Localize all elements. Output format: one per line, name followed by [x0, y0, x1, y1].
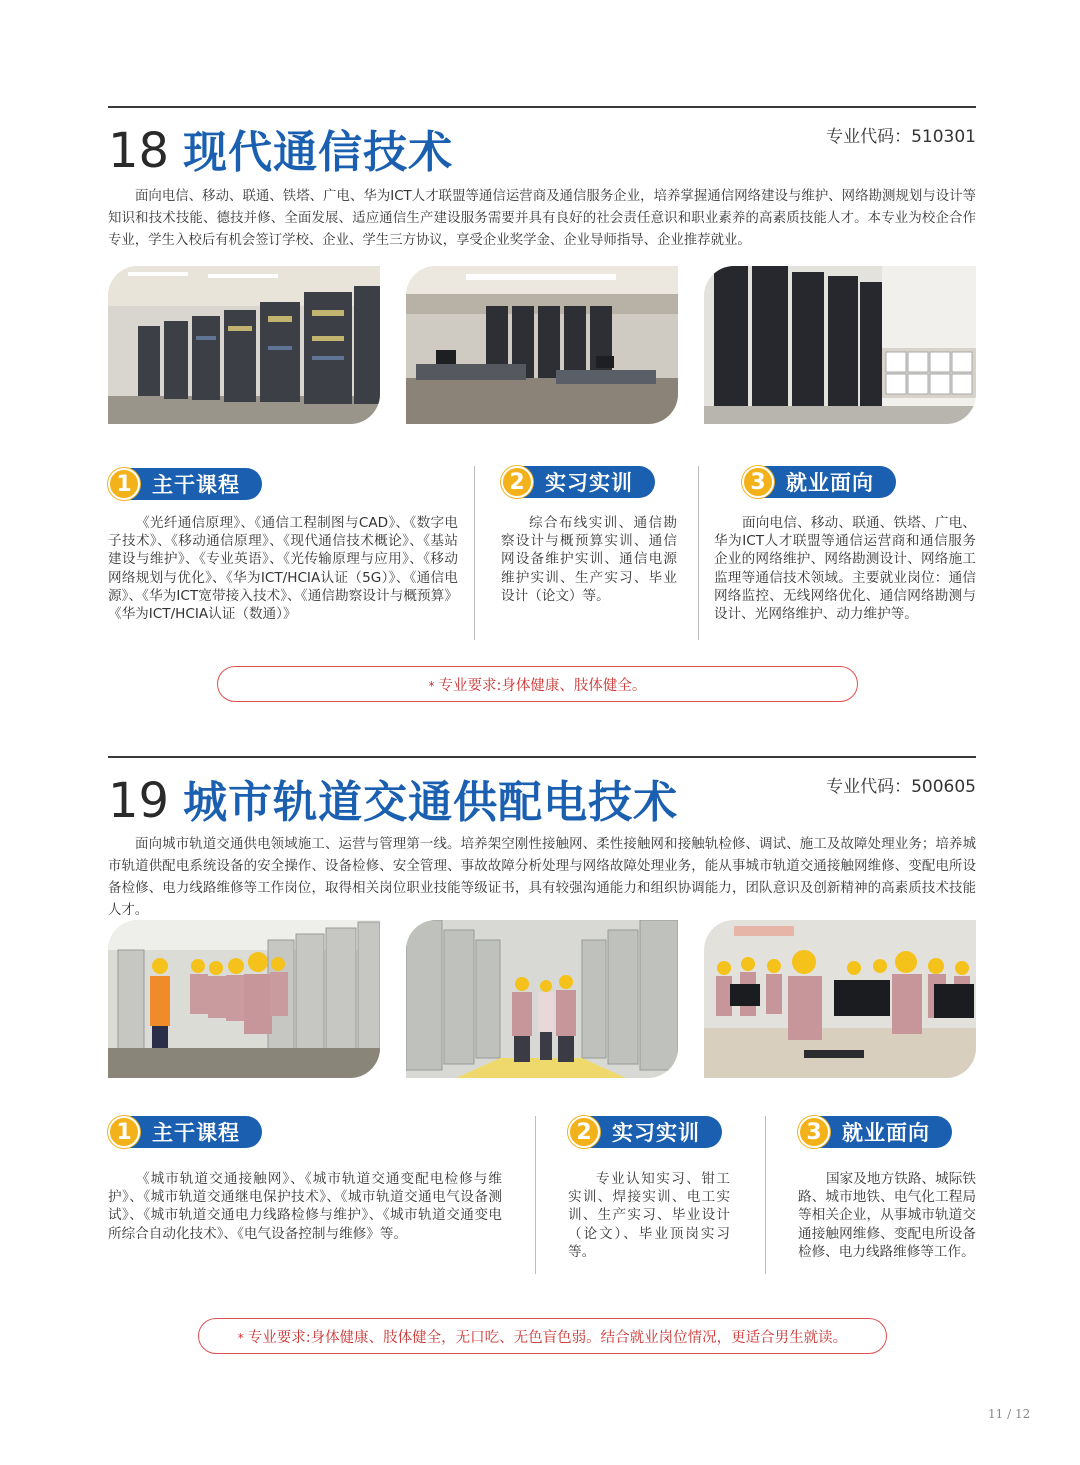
requirement-text: 专业要求:身体健康、肢体健全。: [438, 677, 647, 694]
badge-employment: [798, 1115, 952, 1149]
badge-label: 主干课程: [126, 468, 262, 500]
photo-equipment-room-3: [704, 266, 976, 424]
requirement-text: 专业要求:身体健康、肢体健全，无口吃、无色盲色弱。结合就业岗位情况，更适合男生就读。: [247, 1329, 848, 1346]
main-courses-text: 《光纤通信原理》、《通信工程制图与CAD》、《数字电子技术》、《移动通信原理》、《现代通信技术概论》、《基站建设与维护》、《专业英语》、《光传输原理与应用》、《移动网络规划与优化》、《华为ICT/HCIA认证（5G）》、《通信电源》、《华为ICT宽带接入技术》、《通信勘察设计与概预算》《华为ICT/HCIA认证（数通）》: [108, 515, 458, 623]
column-divider: [698, 466, 699, 640]
badge-number: 3: [798, 1116, 830, 1148]
major-title: [108, 766, 678, 830]
training-text: 专业认知实习、钳工实训、焊接实训、电工实训、生产实习、毕业设计（论文）、毕业顶岗实习等。: [568, 1171, 730, 1260]
photo-students-training-2: [406, 920, 678, 1078]
employment-text: 面向电信、移动、联通、铁塔、广电、华为ICT人才联盟等通信运营商和通信服务企业的网络维护、网络勘测设计、网络施工监理等通信技术领域。主要就业岗位：通信网络监控、无线网络优化、通信网络勘测与设计、光网络维护、动力维护等。: [714, 515, 976, 623]
badge-main-courses: [108, 1115, 262, 1149]
photo-row: [108, 266, 976, 424]
major-intro: 面向电信、移动、联通、铁塔、广电、华为ICT人才联盟等通信运营商及通信服务企业，培养掌握通信网络建设与维护、网络勘测规划与设计等知识和技术技能、德技并修、全面发展、适应通信生产建设服务需要并具有良好的社会责任意识和职业素养的高素质技能人才。本专业为校企合作专业，学生入校后有机会签订学校、企业、学生三方协议，享受企业奖学金、企业导师指导、企业推荐就业。: [108, 189, 976, 248]
major-intro: 面向城市轨道交通供电领域施工、运营与管理第一线。培养架空刚性接触网、柔性接触网和接触轨检修、调试、施工及故障处理业务；培养城市轨道供配电系统设备的安全操作、设备检修、安全管理、事故故障分析处理与网络故障处理业务，能从事城市轨道交通接触网维修、变配电所设备检修、电力线路维修等工作岗位，取得相关岗位职业技能等级证书，具有较强沟通能力和组织协调能力，团队意识及创新精神的高素质技术技能人才。: [108, 837, 976, 918]
employment-text: 国家及地方铁路、城际铁路、城市地铁、电气化工程局等相关企业，从事城市轨道交通接触网维修、变配电所设备检修、电力线路维修等工作。: [798, 1171, 976, 1260]
badge-internship-training: [501, 465, 655, 499]
badge-employment: [742, 465, 896, 499]
major-section-18: [108, 106, 976, 706]
photo-students-classroom: [704, 920, 976, 1078]
requirement-box: [198, 1318, 887, 1354]
asterisk-icon: *: [237, 1331, 244, 1345]
major-code: 专业代码：510301: [826, 127, 976, 147]
column-divider: [765, 1116, 766, 1274]
badge-number: 2: [501, 466, 533, 498]
badge-label: 主干课程: [126, 1116, 262, 1148]
badge-main-courses: [108, 467, 262, 501]
major-number: 18: [108, 123, 170, 179]
major-name: 现代通信技术: [183, 127, 454, 178]
badge-number: 1: [108, 468, 140, 500]
badge-label: 实习实训: [586, 1116, 722, 1148]
photo-students-training-1: [108, 920, 380, 1078]
column-divider: [535, 1116, 536, 1274]
badge-label: 就业面向: [816, 1116, 952, 1148]
badge-number: 1: [108, 1116, 140, 1148]
badge-label: 实习实训: [519, 466, 655, 498]
major-section-19: [108, 756, 976, 1376]
major-number: 19: [108, 773, 170, 829]
main-courses-text: 《城市轨道交通接触网》、《城市轨道交通变配电检修与维护》、《城市轨道交通继电保护技术》、《城市轨道交通电气设备测试》、《城市轨道交通电力线路检修与维护》、《城市轨道交通变电所综合自动化技术》、《电气设备控制与维修》等。: [108, 1171, 502, 1242]
major-name: 城市轨道交通供配电技术: [183, 777, 679, 828]
badge-internship-training: [568, 1115, 722, 1149]
column-divider: [474, 466, 475, 640]
requirement-box: [217, 666, 858, 702]
badge-label: 就业面向: [760, 466, 896, 498]
photo-equipment-room-1: [108, 266, 380, 424]
badge-number: 3: [742, 466, 774, 498]
badge-number: 2: [568, 1116, 600, 1148]
major-title: [108, 116, 453, 180]
page-number: 11 / 12: [988, 1407, 1031, 1421]
divider: [108, 106, 976, 108]
asterisk-icon: *: [428, 679, 435, 693]
photo-equipment-room-2: [406, 266, 678, 424]
major-code: 专业代码：500605: [826, 777, 976, 797]
training-text: 综合布线实训、通信勘察设计与概预算实训、通信网设备维护实训、通信电源维护实训、生产实习、毕业设计（论文）等。: [501, 515, 677, 604]
divider: [108, 756, 976, 758]
photo-row: [108, 920, 976, 1078]
